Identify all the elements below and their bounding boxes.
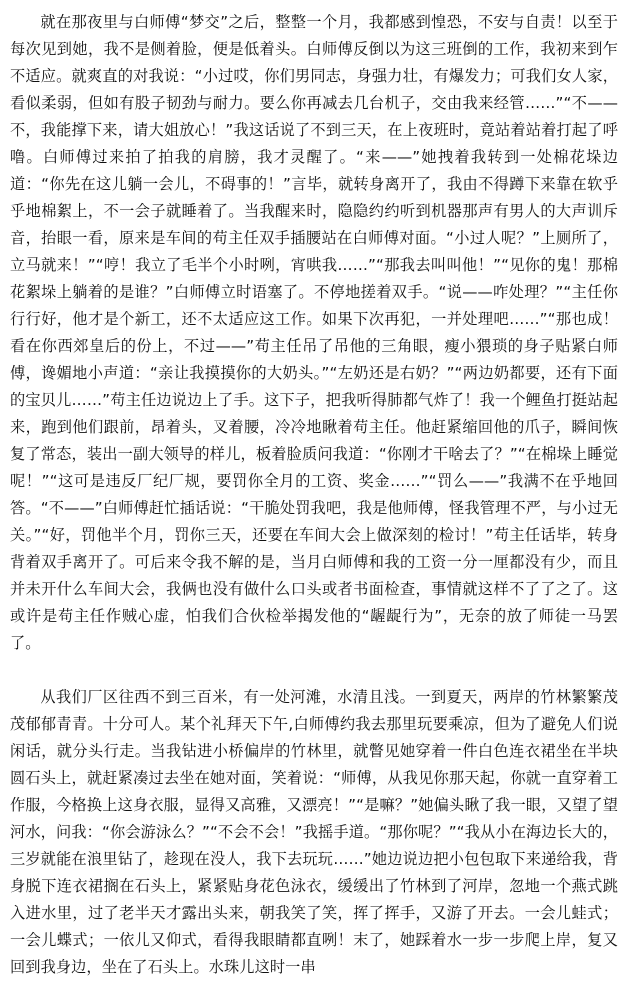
paragraph-night-shift: 就在那夜里与白师傅“梦交”之后，整整一个月，我都感到惶恐，不安与自责！以至于每次见到她，我不是侧着脸，便是低着头。白师傅反倒以为这三班倒的工作，我初来到乍不适应。就爽直的对我说：“小过哎，你们男同志，身强力壮，有爆发力；可我们女人家，看似柔弱，但如有股子韧劲与耐力。要么你再减去几台机子，交由我来经管……”“不——不，我能撑下来，请大姐放心！”我这话说了不到三天，在上夜班时，竟站着站着打起了呼噜。白师傅过来拍了拍我的肩膀，我才灵醒了。“来——”她拽着我转到一处棉花垛边道：“你先在这儿躺一会儿，不碍事的！”言毕，就转身离开了，我由不得蹲下来靠在软乎乎地棉絮上，不一会子就睡着了。当我醒来时，隐隐约约听到机器那声有男人的大声训斥音，抬眼一看，原来是车间的苟主任双手插腰站在白师傅对面。“小过人呢？”上厕所了，立马就来！”“哼！我立了毛半个小时咧，宵哄我……”“那我去叫叫他！”“见你的鬼！那棉花絮垛上躺着的是谁？”白师傅立时语塞了。不停地搓着双手。“说——咋处理？”“主任你行行好，他才是个新工，还不太适应这工作。如果下次再犯，一并处理吧……”“那也成！看在你西郊皇后的份上，不过——”苟主任吊了吊他的三角眼，瘦小猥琐的身子贴紧白师傅，谗媚地小声道：“亲让我摸摸你的大奶头。”“左奶还是右奶？”“两边奶都要，还有下面的宝贝儿……”苟主任边说边上了手。这下子，把我听得肺都气炸了！我一个鲤鱼打挺站起来，跑到他们跟前，昂着头，叉着腰，冷冷地瞅着苟主任。他赶紧缩回他的爪子，瞬间恢复了常态，装出一副大领导的样儿，板着脸质问我道：“你刚才干啥去了？”“在棉垛上睡觉呢！”“这可是违反厂纪厂规，要罚你全月的工资、奖金……”“罚么——”我满不在乎地回答。“不——”白师傅赶忙插话说：“干脆处罚我吧，我是他师傅，怪我管理不严，与小过无关。”“好，罚他半个月，罚你三天，还要在车间大会上做深刻的检讨！”苟主任话毕，转身背着双手离开了。可后来令我不解的是，当月白师傅和我的工资一分一厘都没有少，而且并未开什么车间大会，我俩也没有做什么口头或者书面检查，事情就这样不了了之了。这或许是苟主任作贼心虚，怕我们合伙检举揭发他的“龌龊行为”，无奈的放了师徒一马罢了。: [10, 13, 618, 652]
paragraph-river-bank: 从我们厂区往西不到三百米，有一处河滩，水清且浅。一到夏天，两岸的竹林繁繁茂茂郁郁青青。十分可人。某个礼拜天下午,白师傅约我去那里玩要乘凉，但为了避免人们说闲话，就分头行走。当我钻进小桥偏岸的竹林里，就瞥见她穿着一件白色连衣裙坐在半块圆石头上，就赶紧凑过去坐在她对面，笑着说：“师傅，从我见你那天起，你就一直穿着工作服，今格换上这身衣服，显得又高雅，又漂亮！”“是嘛？”她偏头瞅了我一眼，又望了望河水，问我：“你会游泳么？”“不会不会！”我摇手道。“那你呢？”“我从小在海边长大的，三岁就能在浪里钻了，趁现在没人，我下去玩玩……”她边说边把小包包取下来递给我，背身脱下连衣裙搁在石头上，紧紧贴身花色泳衣，缓缓出了竹林到了河岸，忽地一个燕式跳入进水里，过了老半天才露出头来，朝我笑了笑，挥了挥手，又游了开去。一会儿蛙式；一会儿蝶式；一依儿又仰式，看得我眼睛都直咧！末了，她踩着水一步一步爬上岸，复又回到我身边，坐在了石头上。水珠儿这时一串: [10, 688, 618, 976]
